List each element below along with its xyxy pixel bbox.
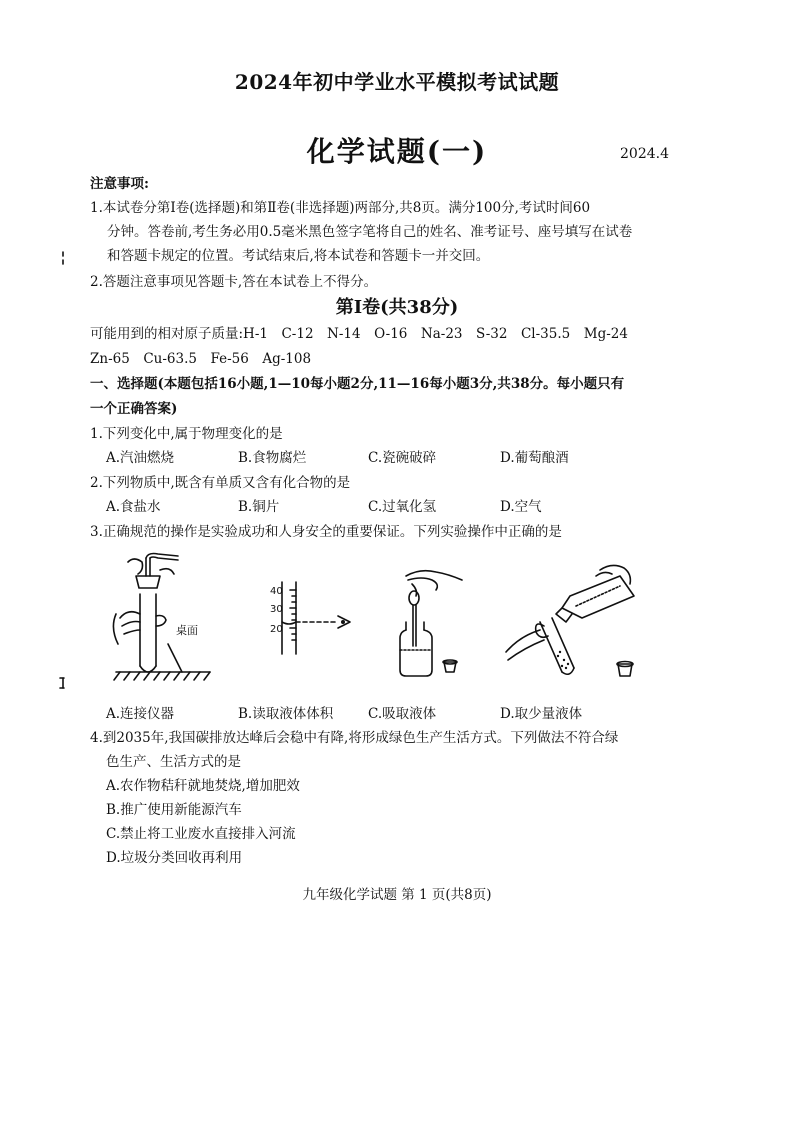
notice-item-1-line-2: 分钟。答卷前,考生务必用0.5毫米黑色签字笔将自己的姓名、准考证号、座号填写在试卷 xyxy=(107,224,633,240)
question-2-option-d: D.空气 xyxy=(500,499,542,515)
exam-series-title: 2024年初中学业水平模拟考试试题 xyxy=(234,70,560,94)
notice-heading: 注意事项: xyxy=(90,176,149,192)
question-4-stem-line-1: 4.到2035年,我国碳排放达峰后会稳中有降,将形成绿色生产生活方式。下列做法不符合绿 xyxy=(90,730,619,746)
margin-binding-mark-2 xyxy=(58,676,66,690)
question-2-option-c: C.过氧化氢 xyxy=(368,499,437,515)
question-3-option-a: A.连接仪器 xyxy=(106,706,175,722)
question-2-option-a: A.食盐水 xyxy=(106,499,161,515)
figure-b-tick-20: 20 xyxy=(270,624,283,635)
notice-item-2: 2.答题注意事项见答题卡,答在本试卷上不得分。 xyxy=(90,274,378,290)
notice-item-1-line-1: 1.本试卷分第Ⅰ卷(选择题)和第Ⅱ卷(非选择题)两部分,共8页。满分100分,考试时间60 xyxy=(90,200,591,216)
question-2-stem: 2.下列物质中,既含有单质又含有化合物的是 xyxy=(90,475,351,491)
question-4-option-b: B.推广使用新能源汽车 xyxy=(106,802,242,818)
question-4-option-a: A.农作物秸秆就地焚烧,增加肥效 xyxy=(106,778,300,794)
question-1-stem: 1.下列变化中,属于物理变化的是 xyxy=(90,426,283,442)
notice-item-1-line-3: 和答题卡规定的位置。考试结束后,将本试卷和答题卡一并交回。 xyxy=(107,248,490,264)
atomic-masses-line-2: Zn-65 Cu-63.5 Fe-56 Ag-108 xyxy=(90,351,312,367)
question-4-option-d: D.垃圾分类回收再利用 xyxy=(106,850,243,866)
section-1-title: 第Ⅰ卷(共38分) xyxy=(335,297,459,318)
figure-d-pouring-liquid xyxy=(500,556,650,686)
page-footer: 九年级化学试题 第 1 页(共8页) xyxy=(302,887,492,903)
paper-title: 化学试题(一) xyxy=(306,135,488,168)
question-3-option-d: D.取少量液体 xyxy=(500,706,583,722)
question-3-stem: 3.正确规范的操作是实验成功和人身安全的重要保证。下列实验操作中正确的是 xyxy=(90,524,562,540)
question-2-option-b: B.铜片 xyxy=(238,499,280,515)
question-3-option-b: B.读取液体体积 xyxy=(238,706,334,722)
figure-c-drawing-liquid xyxy=(392,566,482,684)
atomic-masses-line-1: 可能用到的相对原子质量:H-1 C-12 N-14 O-16 Na-23 S-32 Cl-35.5 Mg-24 xyxy=(90,326,628,342)
question-3-option-c: C.吸取液体 xyxy=(368,706,437,722)
figure-a-table-label: 桌面 xyxy=(176,624,198,637)
exam-date: 2024.4 xyxy=(620,146,669,162)
figure-a-connecting-instruments xyxy=(100,548,220,688)
margin-binding-mark-1 xyxy=(60,250,66,270)
question-1-option-c: C.瓷碗破碎 xyxy=(368,450,437,466)
figure-b-tick-40: 40 xyxy=(270,586,283,597)
question-1-option-b: B.食物腐烂 xyxy=(238,450,307,466)
figure-b-reading-volume xyxy=(258,578,358,658)
section-1-instructions-line-2: 一个正确答案) xyxy=(90,401,178,417)
section-1-instructions-line-1: 一、选择题(本题包括16小题,1—10每小题2分,11—16每小题3分,共38分。每小题只有 xyxy=(90,376,625,392)
question-1-option-d: D.葡萄酿酒 xyxy=(500,450,569,466)
figure-b-tick-30: 30 xyxy=(270,604,283,615)
question-4-stem-line-2: 色生产、生活方式的是 xyxy=(106,754,241,770)
question-4-option-c: C.禁止将工业废水直接排入河流 xyxy=(106,826,296,842)
question-1-option-a: A.汽油燃烧 xyxy=(106,450,175,466)
